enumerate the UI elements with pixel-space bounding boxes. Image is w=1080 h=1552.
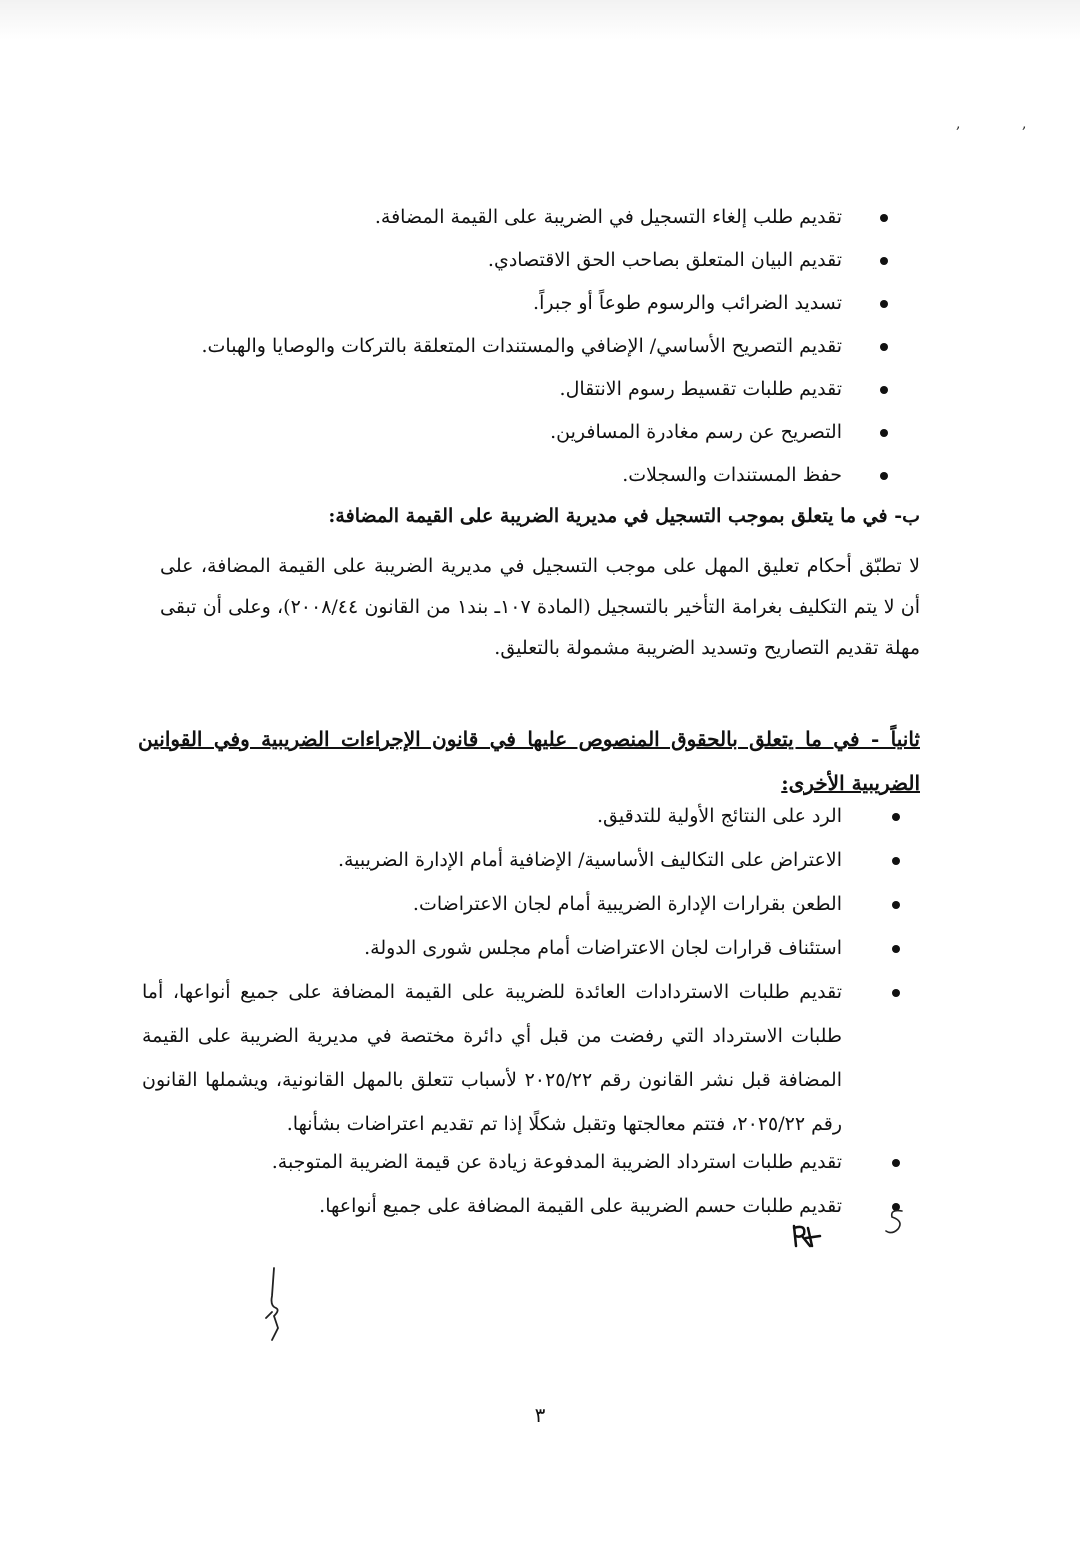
list-item: الاعتراض على التكاليف الأساسية/ الإضافية أمام الإدارة الضريبية.: [154, 848, 854, 872]
paragraph-b: لا تطبّق أحكام تعليق المهل على موجب التسجيل في مديرية الضريبة على القيمة المضافة، على أن لا يتم التكليف بغرامة التأخير بالتسجيل (المادة ١٠٧ـ بند١ من القانون ٢٠٠٨/٤٤)، وعلى أن تبقى مهلة تقديم التصاريح وتسديد الضريبة مشمولة بالتعليق.: [160, 555, 920, 659]
list-item: تقديم طلبات حسم الضريبة على القيمة المضافة على جميع أنواعها.: [154, 1194, 854, 1218]
list-item: استئناف قرارات لجان الاعتراضات أمام مجلس شورى الدولة.: [154, 936, 854, 960]
signature: [260, 1266, 290, 1346]
document-page: , , تقديم طلب إلغاء التسجيل في الضريبة على القيمة المضافة. تقديم البيان المتعلق بصاحب الحق الاقتصادي. تسديد الضرائب والرسوم طوعاً أو جبراً. تقديم التصريح الأساسي/ الإضافي والمستندات المتعلقة بالتركات والوصايا والهبات. تقديم طلبات تقسيط رسوم الانتقال. التصريح عن رسم مغادرة المسافرين. حفظ المستندات والسجلات. ب- في ما يتعلق بموجب التسجيل في مديرية الضريبة على القيمة المضافة: لا تطبّق أحكام تعليق المهل على موجب التسجيل في مديرية الضريبة على القيمة المضافة، على أن لا يتم التكليف بغرامة التأخير بالتسجيل (المادة ١٠٧ـ بند١ من القانون ٢٠٠٨/٤٤)، وعلى أن تبقى مهلة تقديم التصاريح وتسديد الضريبة مشمولة بالتعليق. ثانياً - في ما يتعلق بالحقوق المنصوص عليها في قانون الإجراءات الضريبية وفي القوانين الضريبية الأخرى: الرد على النتائج الأولية للتدقيق. الاعتراض على التكاليف الأساسية/ الإضافية أمام الإدارة الضريبية. الطعن بقرارات الإدارة الضريبية أمام لجان الاعتراضات. استئناف قرارات لجان الاعتراضات أمام مجلس شورى الدولة. تقديم طلبات الاستردادات العائدة للضريبة على القيمة المضافة على جميع أنواعها، أما طلبات الاسترداد التي رفضت من قبل أي دائرة مختصة في مديرية الضريبة على القيمة المضافة قبل نشر القانون رقم ٢٠٢٥/٢٢ لأسباب تتعلق بالمهل القانونية، ويشملها القانون رقم ٢٠٢٥/٢٢، فتتم معالجتها وتقبل شكلًا إذا تم تقديم اعتراضات بشأنها. تقديم طلبات استرداد الضريبة المدفوعة زيادة عن قيمة الضريبة المتوجبة. تقديم طلبات حسم الضريبة على القيمة المضافة على جميع أنواعها. ٣: [0, 0, 1080, 1552]
bullet-list-a: [154, 205, 854, 506]
list-item: تقديم طلبات الاستردادات العائدة للضريبة على القيمة المضافة على جميع أنواعها، أما طلبات الاسترداد التي رفضت من قبل أي دائرة مختصة في مديرية الضريبة على القيمة المضافة قبل نشر القانون رقم ٢٠٢٥/٢٢ لأسباب تتعلق بالمهل القانونية، ويشملها القانون رقم ٢٠٢٥/٢٢، فتتم معالجتها وتقبل شكلًا إذا تم تقديم اعتراضات بشأنها.: [142, 970, 854, 1146]
initial-squiggle: [882, 1205, 912, 1239]
bullet-list-b: [142, 804, 854, 1238]
section-two-heading: ثانياً - في ما يتعلق بالحقوق المنصوص عليها في قانون الإجراءات الضريبية وفي القوانين الضريبية الأخرى:: [138, 727, 920, 795]
list-item: تقديم طلبات تقسيط رسوم الانتقال.: [154, 377, 854, 401]
list-item: الرد على النتائج الأولية للتدقيق.: [154, 804, 854, 828]
page-number: ٣: [534, 1403, 546, 1427]
subheading-b: ب- في ما يتعلق بموجب التسجيل في مديرية الضريبة على القيمة المضافة:: [328, 505, 920, 527]
list-item: تقديم البيان المتعلق بصاحب الحق الاقتصادي.: [154, 248, 854, 272]
list-item: تقديم طلب إلغاء التسجيل في الضريبة على القيمة المضافة.: [154, 205, 854, 229]
list-item: تقديم التصريح الأساسي/ الإضافي والمستندات المتعلقة بالتركات والوصايا والهبات.: [154, 334, 854, 358]
initials-mark: [790, 1222, 830, 1252]
list-item: التصريح عن رسم مغادرة المسافرين.: [154, 420, 854, 444]
list-item: الطعن بقرارات الإدارة الضريبية أمام لجان الاعتراضات.: [154, 892, 854, 916]
list-item: تقديم طلبات استرداد الضريبة المدفوعة زيادة عن قيمة الضريبة المتوجبة.: [154, 1150, 854, 1174]
list-item: حفظ المستندات والسجلات.: [154, 463, 854, 487]
list-item: تسديد الضرائب والرسوم طوعاً أو جبراً.: [154, 291, 854, 315]
